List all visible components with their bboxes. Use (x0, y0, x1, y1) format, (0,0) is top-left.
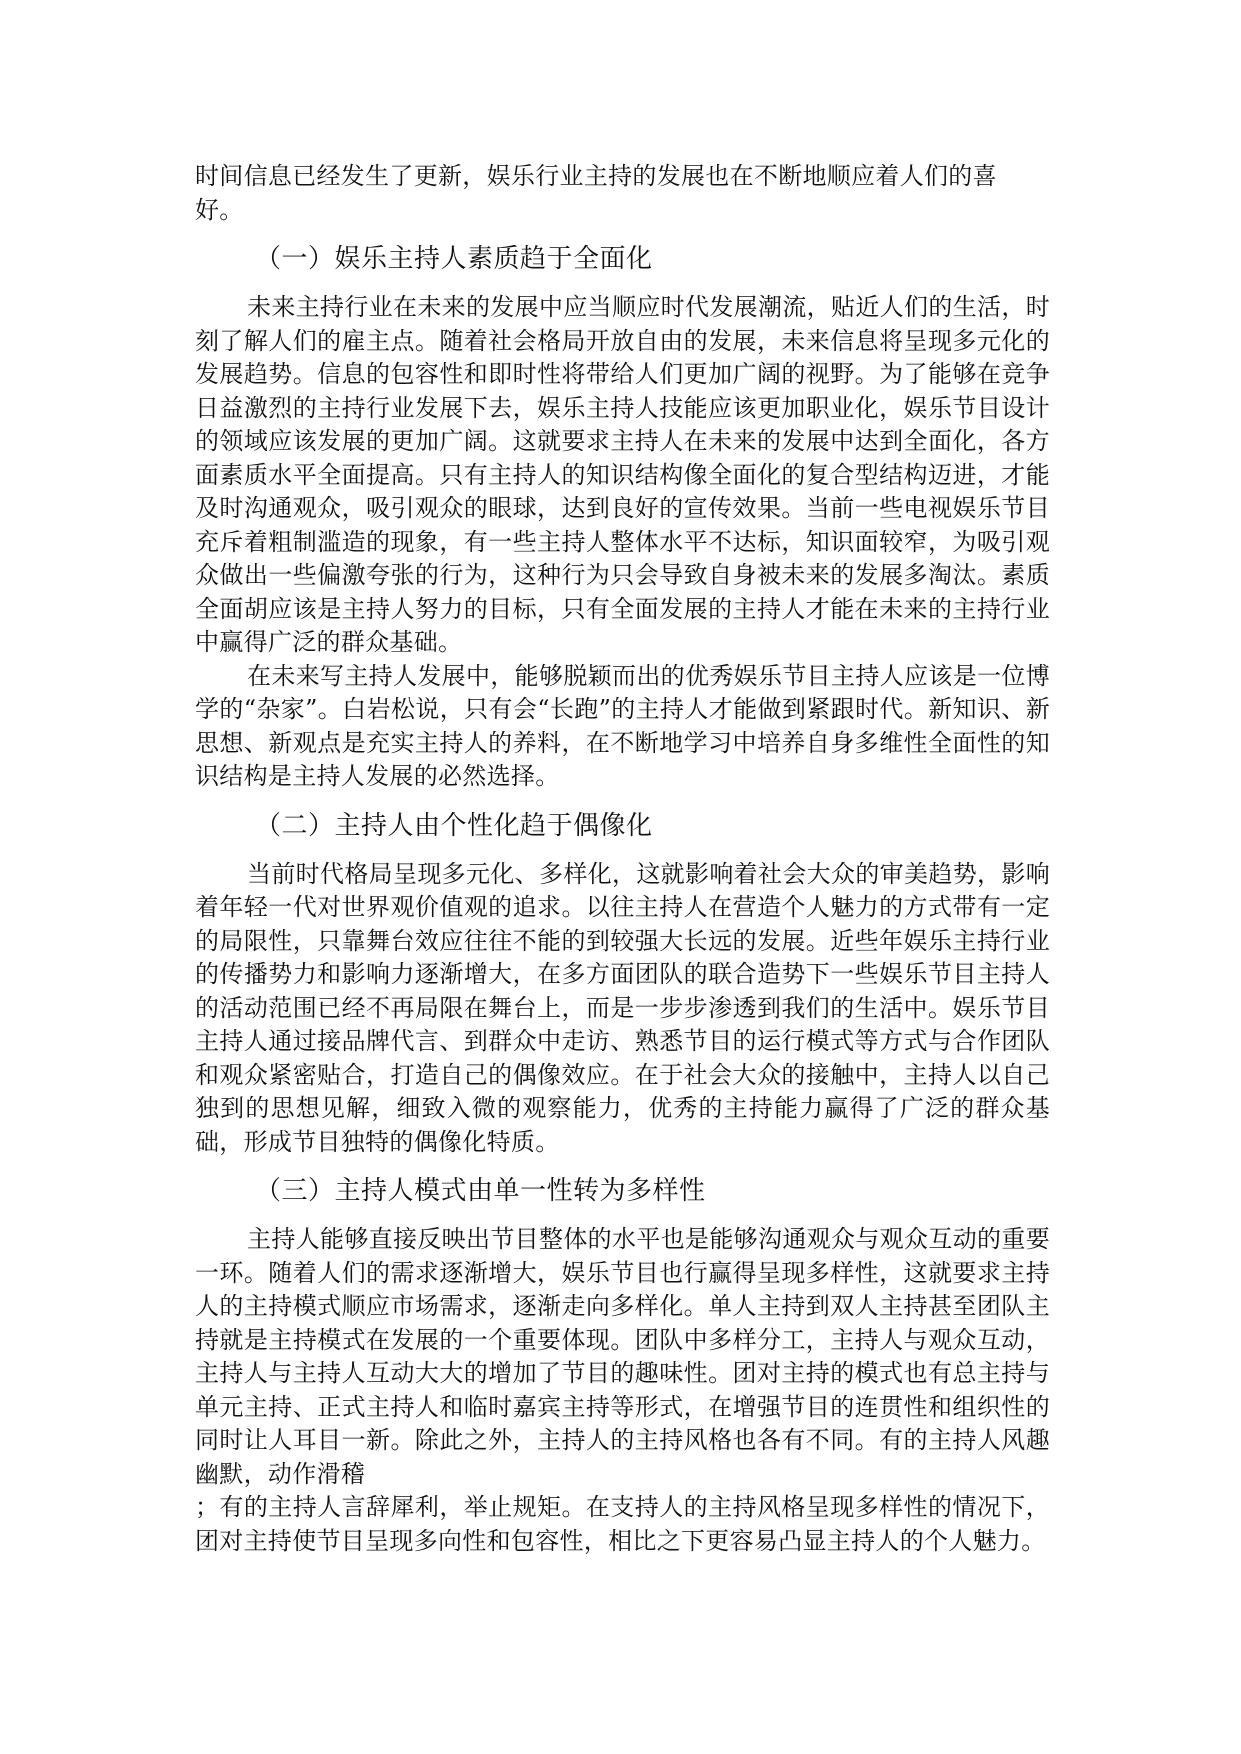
intro-line: 好。 (195, 195, 244, 224)
section-heading-2: （二）主持人由个性化趋于偶像化 (255, 810, 653, 841)
intro-line: 时间信息已经发生了更新，娱乐行业主持的发展也在不断地顺应着人们的喜 (195, 162, 997, 190)
section-heading-3: （三）主持人模式由单一性转为多样性 (255, 1176, 706, 1206)
body-paragraph: 主持人能够直接反映出节目整体的水平也是能够沟通观众与观众互动的重要一环。随着人们的需求逐渐增大，娱乐节目也行赢得呈现多样性，这就要求主持人的主持模式顺应市场需求，逐渐走向多样化。单人主持到双人主持甚至团队主持就是主持模式在发展的一个重要体现。团队中多样分工，主持人与观众互动，主持人与主持人互动大大的增加了节目的趣味性。团对主持的模式也有总主持与单元主持、正式主持人和临时嘉宾主持等形式，在增强节目的连贯性和组织性的同时让人耳目一新。除此之外，主持人的主持风格也各有不同。有的主持人风趣幽默，动作滑稽 (195, 1225, 1050, 1488)
intro-paragraph (195, 160, 1050, 227)
body-paragraph: 在未来写主持人发展中，能够脱颖而出的优秀娱乐节目主持人应该是一位博学的“杂家”。白岩松说，只有会“长跑”的主持人才能做到紧跟时代。新知识、新思想、新观点是充实主持人的养料，在不断地学习中培养自身多维性全面性的知识结构是主持人发展的必然选择。 (195, 661, 1050, 790)
body-paragraph: ；有的主持人言辞犀利，举止规矩。在支持人的主持风格呈现多样性的情况下，团对主持使节目呈现多向性和包容性，相比之下更容易凸显主持人的个人魅力。 (195, 1493, 1050, 1555)
section-heading-1: （一）娱乐主持人素质趋于全面化 (255, 244, 653, 274)
body-paragraph: 未来主持行业在未来的发展中应当顺应时代发展潮流，贴近人们的生活，时刻了解人们的雇主点。随着社会格局开放自由的发展，未来信息将呈现多元化的发展趋势。信息的包容性和即时性将带给人们更加广阔的视野。为了能够在竞争日益激烈的主持行业发展下去，娱乐主持人技能应该更加职业化，娱乐节目设计的领域应该发展的更加广阔。这就要求主持人在未来的发展中达到全面化，各方面素质水平全面提高。只有主持人的知识结构像全面化的复合型结构迈进，才能及时沟通观众，吸引观众的眼球，达到良好的宣传效果。当前一些电视娱乐节目充斥着粗制滥造的现象，有一些主持人整体水平不达标，知识面较窄，为吸引观众做出一些偏激夸张的行为，这种行为只会导致自身被未来的发展多淘汰。素质全面胡应该是主持人努力的目标，只有全面发展的主持人才能在未来的主持行业中赢得广泛的群众基础。 (195, 293, 1050, 656)
body-paragraph: 当前时代格局呈现多元化、多样化，这就影响着社会大众的审美趋势，影响着年轻一代对世界观价值观的追求。以往主持人在营造个人魅力的方式带有一定的局限性，只靠舞台效应往往不能的到较强大长远的发展。近些年娱乐主持行业的传播势力和影响力逐渐增大，在多方面团队的联合造势下一些娱乐节目主持人的活动范围已经不再局限在舞台上，而是一步步渗透到我们的生活中。娱乐节目主持人通过接品牌代言、到群众中走访、熟悉节目的运行模式等方式与合作团队和观众紧密贴合，打造自己的偶像效应。在于社会大众的接触中，主持人以自己独到的思想见解，细致入微的观察能力，优秀的主持能力赢得了广泛的群众基础，形成节目独特的偶像化特质。 (195, 859, 1050, 1156)
document-page (195, 160, 1050, 1558)
